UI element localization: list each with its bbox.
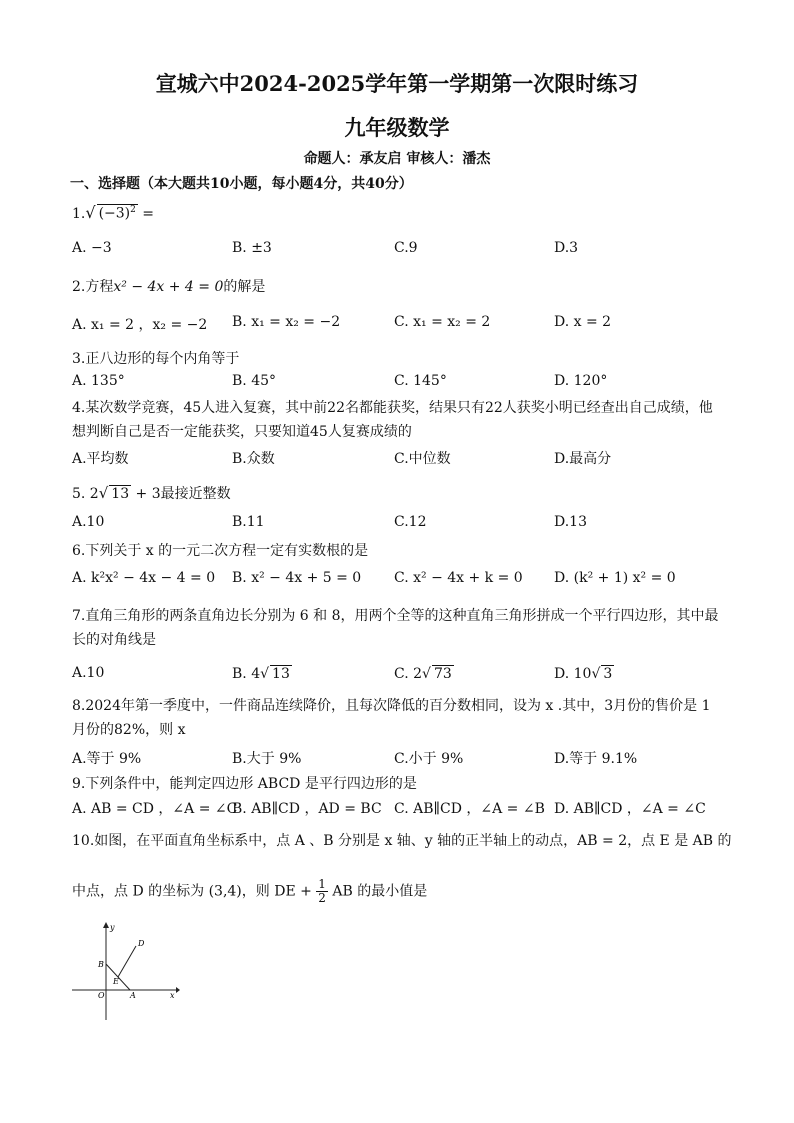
- question-4-option-b: B.众数: [232, 451, 275, 467]
- question-9-stem: 9.下列条件中，能判定四边形 ABCD 是平行四边形的是: [72, 776, 417, 792]
- question-3-option-b: B. 45°: [232, 373, 277, 389]
- question-9-option-c: C. AB∥CD ，∠A = ∠B: [394, 801, 545, 817]
- coordinate-figure: [72, 920, 180, 1022]
- question-4-option-c: C.中位数: [394, 451, 451, 467]
- question-1-option-a: A. −3: [72, 240, 112, 256]
- exam-authors: 命题人：承友启 审核人：潘杰: [303, 151, 491, 167]
- question-5-option-b: B.11: [232, 514, 265, 530]
- question-8-stem: 8.2024年第一季度中，一件商品连续降价，且每次降低的百分数相同，设为 x .其中，3月份的售价是 1 月份的82%，则 x: [72, 698, 711, 738]
- question-5-stem: 5. 2√ 13 + 3最接近整数: [72, 484, 231, 502]
- x-axis-arrow: [176, 987, 180, 993]
- question-7-option-a: A.10: [72, 665, 105, 681]
- section-heading: 一、选择题（本大题共10小题，每小题4分，共40分）: [70, 176, 413, 192]
- question-4-option-a: A.平均数: [72, 451, 129, 467]
- question-9-option-a: A. AB = CD ，∠A = ∠C: [72, 801, 238, 817]
- question-4-stem: 4.某次数学竞赛，45人进入复赛，其中前22名都能获奖，结果只有22人获奖小明已经查出自己成绩，他想判断自己是否一定能获奖，只要知道45人复赛成绩的: [72, 400, 713, 440]
- question-1-option-c: C.9: [394, 240, 418, 256]
- question-3-option-d: D. 120°: [554, 373, 608, 389]
- question-2-option-d: D. x = 2: [554, 314, 612, 330]
- question-7-option-d: D. 10√ 3: [554, 666, 613, 682]
- question-10-line-2: 中点，点 D 的坐标为 (3,4)，则 DE + $\frac{1}{2}$ AB 的最小值是: [72, 877, 428, 905]
- question-6-option-d: D. (k² + 1) x² = 0: [554, 570, 676, 586]
- question-2-option-b: B. x₁ = x₂ = −2: [232, 314, 341, 330]
- question-1-option-b: B. ±3: [232, 240, 272, 256]
- label-y: y: [110, 923, 115, 932]
- y-axis-arrow: [103, 922, 109, 928]
- label-b: B: [98, 960, 104, 969]
- question-7-option-c: C. 2√ 73: [394, 666, 452, 682]
- label-a: A: [130, 991, 136, 1000]
- question-8-option-d: D.等于 9.1%: [554, 751, 638, 767]
- question-5-option-c: C.12: [394, 514, 427, 530]
- label-d: D: [138, 939, 145, 948]
- question-5-option-a: A.10: [72, 514, 105, 530]
- fraction-half: $\frac{1}{2}$: [318, 877, 326, 905]
- question-1-stem: 1.√ $(-3)^2$ =: [72, 203, 155, 222]
- question-5-option-d: D.13: [554, 514, 587, 530]
- question-7-option-b: B. 4√ 13: [232, 666, 290, 682]
- question-8-option-b: B.大于 9%: [232, 751, 302, 767]
- label-x: x: [170, 991, 175, 1000]
- question-9-option-d: D. AB∥CD ，∠A = ∠C: [554, 801, 706, 817]
- question-10-line-1: 10.如图，在平面直角坐标系中，点 A 、B 分别是 x 轴、y 轴的正半轴上的动点，AB = 2，点 E 是 AB 的: [72, 833, 732, 849]
- question-6-option-b: B. x² − 4x + 5 = 0: [232, 570, 362, 586]
- question-8-option-c: C.小于 9%: [394, 751, 464, 767]
- label-o: O: [98, 991, 105, 1000]
- question-2-option-c: C. x₁ = x₂ = 2: [394, 314, 491, 330]
- question-7-stem: 7.直角三角形的两条直角边长分别为 6 和 8，用两个全等的这种直角三角形拼成一个平行四边形，其中最长的对角线是: [72, 608, 719, 648]
- exam-title: 宣城六中2024-2025学年第一学期第一次限时练习: [155, 71, 639, 96]
- exam-subject: 九年级数学: [344, 115, 450, 140]
- label-e: E: [113, 977, 119, 986]
- question-2-stem: 2.方程x² − 4x + 4 = 0的解是: [72, 279, 266, 295]
- question-3-option-a: A. 135°: [72, 373, 125, 389]
- question-6-option-a: A. k²x² − 4x − 4 = 0: [72, 570, 216, 586]
- question-8-option-a: A.等于 9%: [72, 751, 142, 767]
- question-9-option-b: B. AB∥CD ，AD = BC: [232, 801, 382, 817]
- question-6-stem: 6.下列关于 x 的一元二次方程一定有实数根的是: [72, 543, 369, 559]
- question-4-option-d: D.最高分: [554, 451, 612, 467]
- question-3-option-c: C. 145°: [394, 373, 447, 389]
- question-1-option-d: D.3: [554, 240, 579, 256]
- segment-de: [118, 946, 136, 977]
- question-3-stem: 3.正八边形的每个内角等于: [72, 351, 240, 367]
- question-6-option-c: C. x² − 4x + k = 0: [394, 570, 523, 586]
- question-2-option-a: A. x₁ = 2 ，x₂ = −2: [72, 317, 208, 333]
